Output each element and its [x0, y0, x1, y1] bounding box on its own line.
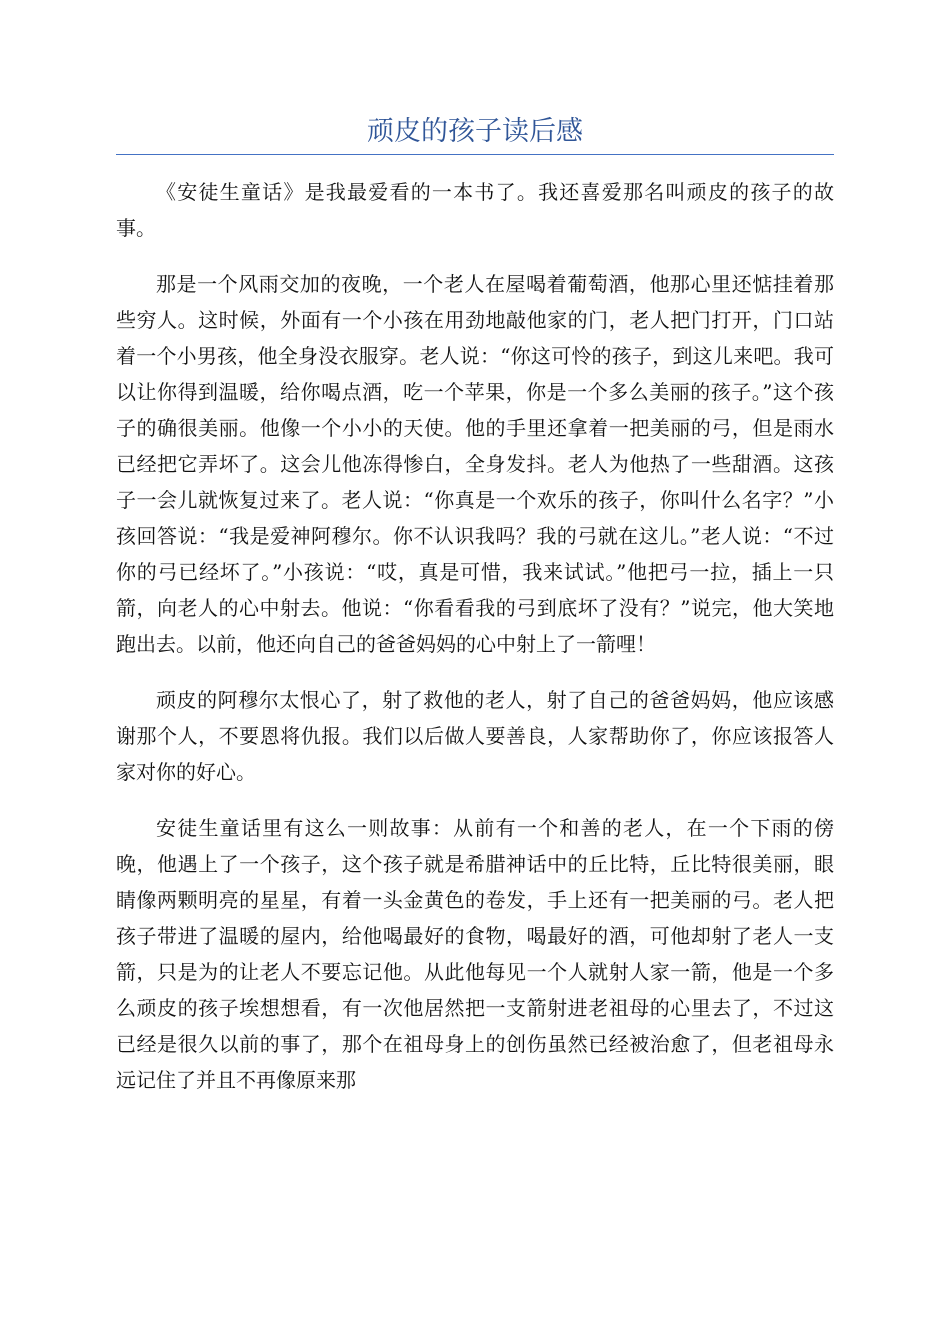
page-title: 顽皮的孩子读后感: [367, 116, 583, 147]
document-body: [116, 174, 834, 1118]
paragraph-4: 安徒生童话里有这么一则故事：从前有一个和善的老人，在一个下雨的傍晚，他遇上了一个孩子，这个孩子就是希腊神话中的丘比特，丘比特很美丽，眼睛像两颗明亮的星星，有着一头金黄色的卷发，手上还有一把美丽的弓。老人把孩子带进了温暖的屋内，给他喝最好的食物，喝最好的酒，可他却射了老人一支箭，只是为的让老人不要忘记他。从此他每见一个人就射人家一箭，他是一个多么顽皮的孩子埃想想看，有一次他居然把一支箭射进老祖母的心里去了，不过这已经是很久以前的事了，那个在祖母身上的创伤虽然已经被治愈了，但老祖母永远记住了并且不再像原来那: [116, 816, 834, 1092]
paragraph-3: 顽皮的阿穆尔太恨心了，射了救他的老人，射了自己的爸爸妈妈，他应该感谢那个人，不要恩将仇报。我们以后做人要善良，人家帮助你了，你应该报答人家对你的好心。: [116, 688, 834, 784]
paragraph-2: 那是一个风雨交加的夜晚，一个老人在屋喝着葡萄酒，他那心里还惦挂着那些穷人。这时候，外面有一个小孩在用劲地敲他家的门，老人把门打开，门口站着一个小男孩，他全身没衣服穿。老人说：“你这可怜的孩子，到这儿来吧。我可以让你得到温暖，给你喝点酒，吃一个苹果，你是一个多么美丽的孩子。”这个孩子的确很美丽。他像一个小小的天使。他的手里还拿着一把美丽的弓，但是雨水已经把它弄坏了。这会儿他冻得惨白，全身发抖。老人为他热了一些甜酒。这孩子一会儿就恢复过来了。老人说：“你真是一个欢乐的孩子，你叫什么名字？”小孩回答说：“我是爱神阿穆尔。你不认识我吗？我的弓就在这儿。”老人说：“不过你的弓已经坏了。”小孩说：“哎，真是可惜，我来试试。”他把弓一拉，插上一只箭，向老人的心中射去。他说：“你看看我的弓到底坏了没有？”说完，他大笑地跑出去。以前，他还向自己的爸爸妈妈的心中射上了一箭哩！: [116, 272, 834, 656]
title-underline: [116, 154, 834, 155]
paragraph-1: 《安徒生童话》是我最爱看的一本书了。我还喜爱那名叫顽皮的孩子的故事。: [116, 180, 834, 240]
